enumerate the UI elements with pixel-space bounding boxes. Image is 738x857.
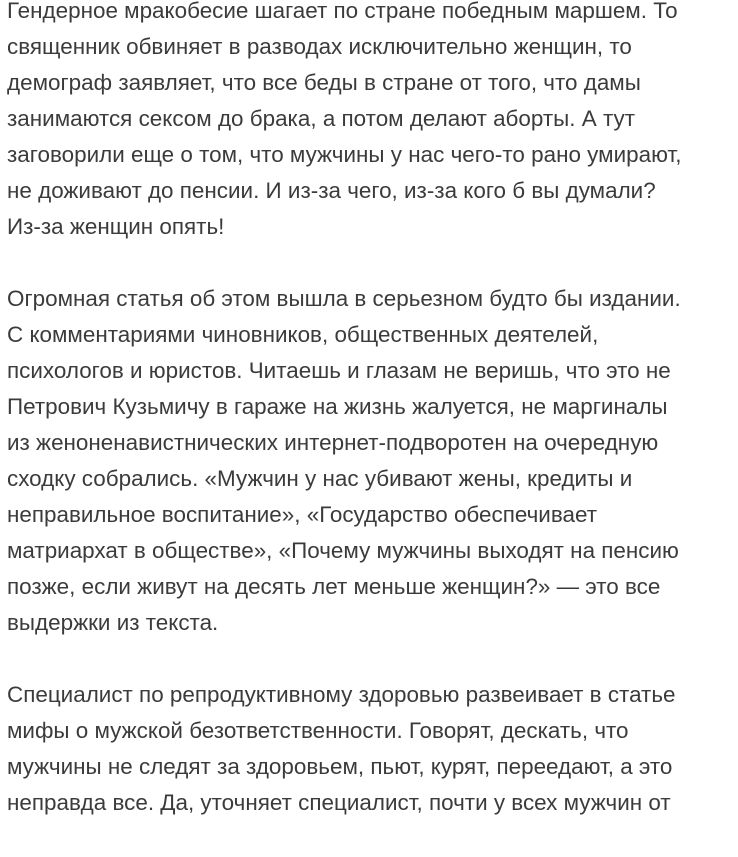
- text-line: неправильное воспитание», «Государство обеспечивает: [7, 502, 597, 527]
- text-line: священник обвиняет в разводах исключительно женщин, то: [7, 34, 632, 59]
- text-line: из женоненавистнических интернет-подворотен на очередную: [7, 430, 659, 455]
- text-line: заговорили еще о том, что мужчины у нас чего-то рано умирают,: [7, 142, 682, 167]
- text-line: не доживают до пенсии. И из-за чего, из-за кого б вы думали?: [7, 178, 656, 203]
- paragraph-2: [7, 281, 738, 641]
- text-line: С комментариями чиновников, общественных деятелей,: [7, 322, 599, 347]
- text-line: психологов и юристов. Читаешь и глазам не веришь, что это не: [7, 358, 671, 383]
- paragraph-3: [7, 677, 738, 821]
- text-line: занимаются сексом до брака, а потом делают аборты. А тут: [7, 106, 635, 131]
- text-line: Специалист по репродуктивному здоровью развеивает в статье: [7, 682, 676, 707]
- text-line: Из-за женщин опять!: [7, 214, 225, 239]
- text-line: выдержки из текста.: [7, 610, 219, 635]
- article-body: [7, 0, 738, 857]
- paragraph-1: [7, 0, 738, 245]
- text-line: Гендерное мракобесие шагает по стране победным маршем. То: [7, 0, 678, 23]
- text-line: позже, если живут на десять лет меньше женщин?» — это все: [7, 574, 661, 599]
- text-line: мифы о мужской безответственности. Говорят, дескать, что: [7, 718, 629, 743]
- text-line: матриархат в обществе», «Почему мужчины выходят на пенсию: [7, 538, 679, 563]
- text-line: неправда все. Да, уточняет специалист, почти у всех мужчин от: [7, 790, 671, 815]
- text-line: мужчины не следят за здоровьем, пьют, курят, переедают, а это: [7, 754, 673, 779]
- text-line: Петрович Кузьмичу в гараже на жизнь жалуется, не маргиналы: [7, 394, 668, 419]
- text-line: демограф заявляет, что все беды в стране от того, что дамы: [7, 70, 641, 95]
- text-line: Огромная статья об этом вышла в серьезном будто бы издании.: [7, 286, 681, 311]
- text-line: сходку собрались. «Мужчин у нас убивают жены, кредиты и: [7, 466, 633, 491]
